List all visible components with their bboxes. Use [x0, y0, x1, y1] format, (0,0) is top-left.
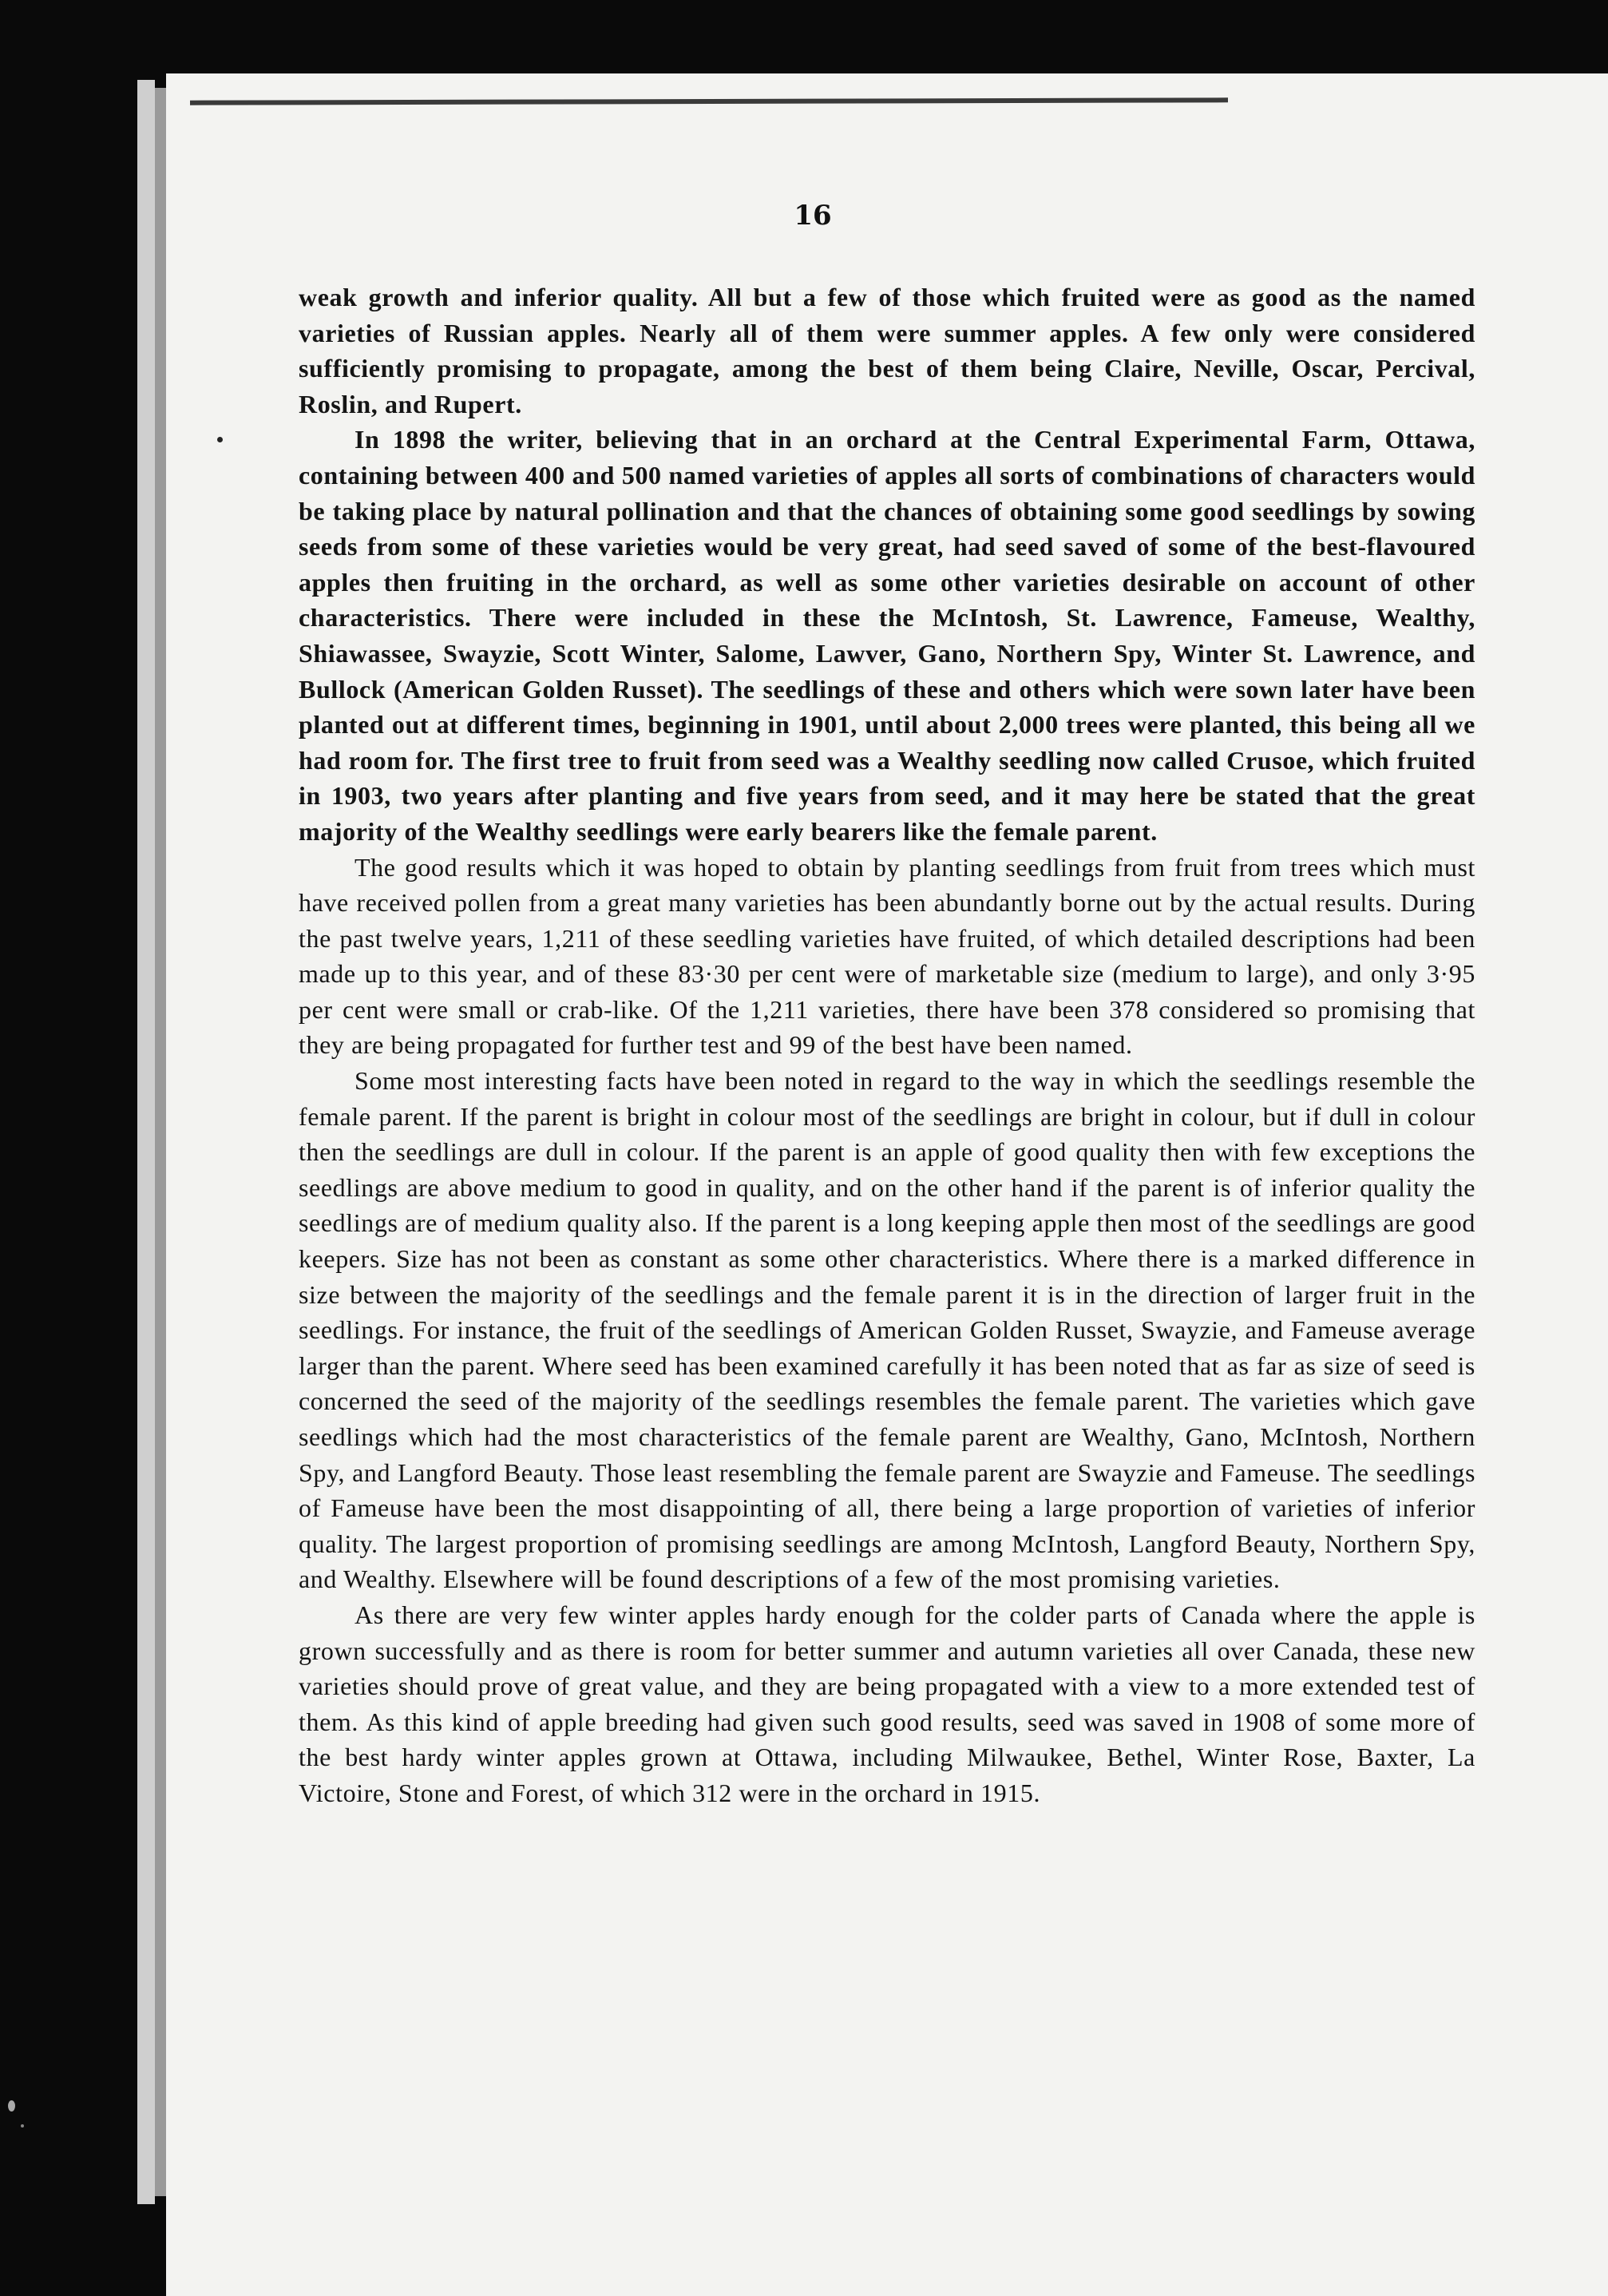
paragraph-1: weak growth and inferior quality. All but a few of those which fruited were as good as the named varieties of Russian apples. Nearly all of them were summer apples. A few only were considered sufficiently promising to propagate, among the best of them being Claire, Neville, Oscar, Percival, Roslin, and Rupert.	[299, 283, 1475, 418]
top-rule	[190, 97, 1228, 105]
page-number: 16	[794, 200, 832, 232]
paragraph-4: Some most interesting facts have been noted in regard to the way in which the seedlings resemble the female parent. If the parent is bright in colour most of the seedlings are bright in colour, but if dull in colour then the seedlings are dull in colour. If the parent is an apple of good quality then with few exceptions the seedlings are above medium to good in quality, and on the other hand if the parent is of inferior quality the seedlings are of medium quality also. If the parent is a long keeping apple then most of the seedlings are good keepers. Size has not been as constant as some other characteristics. Where there is a marked difference in size between the majority of the seedlings and the female parent it is in the direction of larger fruit in the seedlings. For instance, the fruit of the seedlings of American Golden Russet, Swayzie, and Fameuse average larger than the parent. Where seed has been examined carefully it has been noted that as far as size of seed is concerned the seed of the majority of the seedlings resembles the female parent. The varieties which gave seedlings which had the most characteristics of the female parent are Wealthy, Gano, McIntosh, Northern Spy, and Langford Beauty. Those least resembling the female parent are Swayzie and Fameuse. The seedlings of Fameuse have been the most disappointing of all, there being a large proportion of varieties of inferior quality. The largest proportion of promising seedlings are among McIntosh, Langford Beauty, Northern Spy, and Wealthy. Elsewhere will be found descriptions of a few of the most promising varieties.	[299, 1066, 1475, 1594]
body-text	[299, 280, 1475, 1811]
scan-speck	[21, 2124, 24, 2127]
document-page	[166, 73, 1608, 2296]
scan-speck	[8, 2100, 15, 2112]
page-edge-left	[137, 80, 155, 2204]
paragraph-5: As there are very few winter apples hardy enough for the colder parts of Canada where the apple is grown successfully and as there is room for better summer and autumn varieties all over Canada, these new varieties should prove of great value, and they are being propagated with a view to a more extended test of them. As this kind of apple breeding had given such good results, seed was saved in 1908 of some more of the best hardy winter apples grown at Ottawa, including Milwaukee, Bethel, Winter Rose, Baxter, La Victoire, Stone and Forest, of which 312 were in the orchard in 1915.	[299, 1600, 1475, 1807]
paragraph-2: In 1898 the writer, believing that in an orchard at the Central Experimental Farm, Ottawa, containing between 400 and 500 named varieties of apples all sorts of combinations of characters would be taking place by natural pollination and that the chances of obtaining some good seedlings by sowing seeds from some of these varieties would be very great, had seed saved of some of the best-flavoured apples then fruiting in the orchard, as well as some other varieties desirable on account of other characteristics. There were included in these the McIntosh, St. Lawrence, Fameuse, Wealthy, Shiawassee, Swayzie, Scott Winter, Salome, Lawver, Gano, Northern Spy, Winter St. Lawrence, and Bullock (American Golden Russet). The seedlings of these and others which were sown later have been planted out at different times, beginning in 1901, until about 2,000 trees were planted, this being all we had room for. The first tree to fruit from seed was a Wealthy seedling now called Crusoe, which fruited in 1903, two years after planting and five years from seed, and it may here be stated that the great majority of the Wealthy seedlings were early bearers like the female parent.	[299, 425, 1475, 846]
scan-speck	[217, 437, 223, 442]
paragraph-3: The good results which it was hoped to obtain by planting seedlings from fruit from trees which must have received pollen from a great many varieties has been abundantly borne out by the actual results. During the past twelve years, 1,211 of these seedling varieties have fruited, of which detailed descriptions had been made up to this year, and of these 83·30 per cent were of marketable size (medium to large), and only 3·95 per cent were small or crab-like. Of the 1,211 varieties, there have been 378 considered so promising that they are being propagated for further test and 99 of the best have been named.	[299, 852, 1475, 1060]
page-edge-shadow	[155, 88, 166, 2196]
